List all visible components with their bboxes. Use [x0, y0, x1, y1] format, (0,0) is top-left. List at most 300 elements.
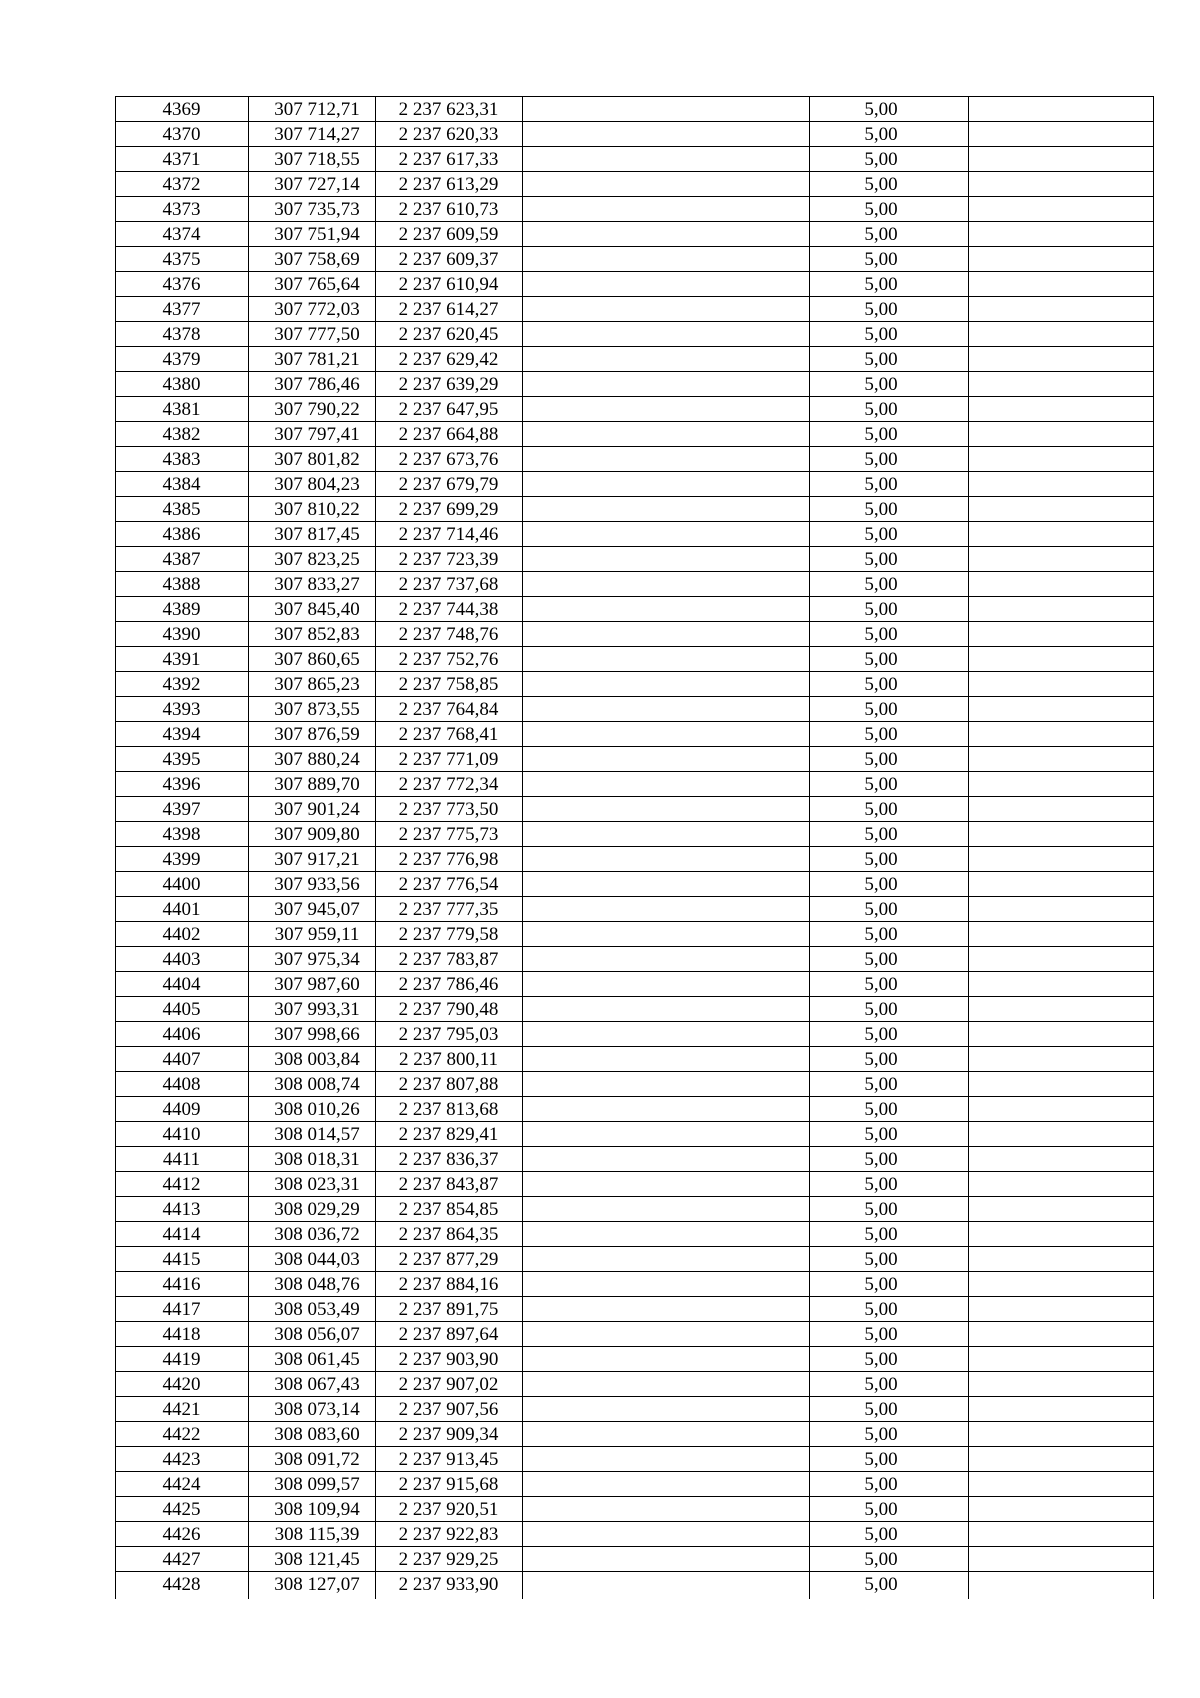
table-row	[116, 172, 1153, 197]
table-row	[116, 722, 1153, 747]
empty-cell	[541, 447, 801, 472]
y-coordinate-cell: 2 237 771,09	[398, 749, 499, 770]
y-coordinate-cell: 2 237 629,42	[398, 349, 499, 370]
x-coordinate-cell: 307 781,21	[274, 349, 360, 370]
empty-cell	[541, 1197, 801, 1222]
value-cell: 5,00	[864, 224, 898, 245]
empty-cell	[541, 472, 801, 497]
x-coordinate-cell: 307 735,73	[274, 199, 360, 220]
x-coordinate-cell: 307 718,55	[274, 149, 360, 170]
empty-cell	[541, 947, 801, 972]
value-cell: 5,00	[864, 1224, 898, 1245]
y-coordinate-cell: 2 237 647,95	[398, 399, 499, 420]
x-coordinate-cell: 308 014,57	[274, 1124, 360, 1145]
table-row	[116, 122, 1153, 147]
empty-cell	[541, 547, 801, 572]
table-row	[116, 1397, 1153, 1422]
value-cell: 5,00	[864, 1249, 898, 1270]
empty-cell	[541, 1247, 801, 1272]
point-number-cell: 4388	[162, 574, 201, 595]
y-coordinate-cell: 2 237 920,51	[398, 1499, 499, 1520]
point-number-cell: 4396	[162, 774, 201, 795]
x-coordinate-cell: 307 917,21	[274, 849, 360, 870]
y-coordinate-cell: 2 237 623,31	[398, 99, 499, 120]
value-cell: 5,00	[864, 1549, 898, 1570]
empty-cell	[971, 1472, 1151, 1497]
empty-cell	[541, 897, 801, 922]
x-coordinate-cell: 307 758,69	[274, 249, 360, 270]
value-cell: 5,00	[864, 1274, 898, 1295]
empty-cell	[971, 172, 1151, 197]
empty-cell	[971, 347, 1151, 372]
empty-cell	[971, 1547, 1151, 1572]
table-row	[116, 1022, 1153, 1047]
empty-cell	[971, 472, 1151, 497]
value-cell: 5,00	[864, 974, 898, 995]
point-number-cell: 4394	[162, 724, 201, 745]
table-row	[116, 347, 1153, 372]
empty-cell	[541, 697, 801, 722]
table-row	[116, 1372, 1153, 1397]
table-row	[116, 1297, 1153, 1322]
table-row	[116, 897, 1153, 922]
empty-cell	[541, 1222, 801, 1247]
empty-cell	[971, 697, 1151, 722]
point-number-cell: 4412	[162, 1174, 201, 1195]
table-row	[116, 797, 1153, 822]
y-coordinate-cell: 2 237 836,37	[398, 1149, 499, 1170]
x-coordinate-cell: 307 901,24	[274, 799, 360, 820]
point-number-cell: 4382	[162, 424, 201, 445]
point-number-cell: 4397	[162, 799, 201, 820]
empty-cell	[971, 422, 1151, 447]
point-number-cell: 4393	[162, 699, 201, 720]
x-coordinate-cell: 307 817,45	[274, 524, 360, 545]
value-cell: 5,00	[864, 424, 898, 445]
point-number-cell: 4395	[162, 749, 201, 770]
value-cell: 5,00	[864, 649, 898, 670]
empty-cell	[971, 1497, 1151, 1522]
y-coordinate-cell: 2 237 915,68	[398, 1474, 499, 1495]
y-coordinate-cell: 2 237 790,48	[398, 999, 499, 1020]
x-coordinate-cell: 307 786,46	[274, 374, 360, 395]
x-coordinate-cell: 307 801,82	[274, 449, 360, 470]
empty-cell	[971, 97, 1151, 122]
y-coordinate-cell: 2 237 773,50	[398, 799, 499, 820]
x-coordinate-cell: 307 945,07	[274, 899, 360, 920]
x-coordinate-cell: 307 873,55	[274, 699, 360, 720]
empty-cell	[971, 1297, 1151, 1322]
x-coordinate-cell: 308 044,03	[274, 1249, 360, 1270]
point-number-cell: 4370	[162, 124, 201, 145]
x-coordinate-cell: 308 008,74	[274, 1074, 360, 1095]
point-number-cell: 4379	[162, 349, 201, 370]
point-number-cell: 4371	[162, 149, 201, 170]
empty-cell	[971, 847, 1151, 872]
empty-cell	[541, 872, 801, 897]
x-coordinate-cell: 307 772,03	[274, 299, 360, 320]
value-cell: 5,00	[864, 1174, 898, 1195]
x-coordinate-cell: 307 823,25	[274, 549, 360, 570]
value-cell: 5,00	[864, 274, 898, 295]
empty-cell	[541, 322, 801, 347]
point-number-cell: 4372	[162, 174, 201, 195]
y-coordinate-cell: 2 237 776,54	[398, 874, 499, 895]
empty-cell	[971, 797, 1151, 822]
point-number-cell: 4419	[162, 1349, 201, 1370]
empty-cell	[971, 1197, 1151, 1222]
table-row	[116, 572, 1153, 597]
empty-cell	[541, 1097, 801, 1122]
point-number-cell: 4369	[162, 99, 201, 120]
empty-cell	[971, 1447, 1151, 1472]
empty-cell	[971, 722, 1151, 747]
x-coordinate-cell: 308 036,72	[274, 1224, 360, 1245]
x-coordinate-cell: 307 777,50	[274, 324, 360, 345]
point-number-cell: 4424	[162, 1474, 201, 1495]
empty-cell	[971, 1122, 1151, 1147]
y-coordinate-cell: 2 237 673,76	[398, 449, 499, 470]
x-coordinate-cell: 307 804,23	[274, 474, 360, 495]
value-cell: 5,00	[864, 899, 898, 920]
point-number-cell: 4402	[162, 924, 201, 945]
y-coordinate-cell: 2 237 758,85	[398, 674, 499, 695]
empty-cell	[971, 397, 1151, 422]
empty-cell	[971, 322, 1151, 347]
point-number-cell: 4418	[162, 1324, 201, 1345]
x-coordinate-cell: 308 099,57	[274, 1474, 360, 1495]
empty-cell	[971, 1572, 1151, 1597]
value-cell: 5,00	[864, 1449, 898, 1470]
value-cell: 5,00	[864, 499, 898, 520]
y-coordinate-cell: 2 237 929,25	[398, 1549, 499, 1570]
empty-cell	[541, 1272, 801, 1297]
empty-cell	[541, 972, 801, 997]
y-coordinate-cell: 2 237 613,29	[398, 174, 499, 195]
value-cell: 5,00	[864, 1424, 898, 1445]
empty-cell	[971, 497, 1151, 522]
empty-cell	[971, 997, 1151, 1022]
x-coordinate-cell: 307 790,22	[274, 399, 360, 420]
empty-cell	[541, 1022, 801, 1047]
y-coordinate-cell: 2 237 779,58	[398, 924, 499, 945]
value-cell: 5,00	[864, 1099, 898, 1120]
empty-cell	[541, 1472, 801, 1497]
empty-cell	[541, 272, 801, 297]
y-coordinate-cell: 2 237 864,35	[398, 1224, 499, 1245]
table-row	[116, 497, 1153, 522]
table-row	[116, 547, 1153, 572]
y-coordinate-cell: 2 237 723,39	[398, 549, 499, 570]
empty-cell	[971, 822, 1151, 847]
x-coordinate-cell: 308 061,45	[274, 1349, 360, 1370]
y-coordinate-cell: 2 237 907,56	[398, 1399, 499, 1420]
point-number-cell: 4386	[162, 524, 201, 545]
y-coordinate-cell: 2 237 907,02	[398, 1374, 499, 1395]
table-row	[116, 422, 1153, 447]
y-coordinate-cell: 2 237 764,84	[398, 699, 499, 720]
table-row	[116, 647, 1153, 672]
empty-cell	[541, 1347, 801, 1372]
empty-cell	[541, 197, 801, 222]
empty-cell	[541, 797, 801, 822]
x-coordinate-cell: 308 010,26	[274, 1099, 360, 1120]
y-coordinate-cell: 2 237 843,87	[398, 1174, 499, 1195]
x-coordinate-cell: 307 852,83	[274, 624, 360, 645]
y-coordinate-cell: 2 237 768,41	[398, 724, 499, 745]
point-number-cell: 4422	[162, 1424, 201, 1445]
point-number-cell: 4391	[162, 649, 201, 670]
point-number-cell: 4390	[162, 624, 201, 645]
table-row	[116, 1547, 1153, 1572]
point-number-cell: 4374	[162, 224, 201, 245]
y-coordinate-cell: 2 237 737,68	[398, 574, 499, 595]
y-coordinate-cell: 2 237 897,64	[398, 1324, 499, 1345]
y-coordinate-cell: 2 237 800,11	[398, 1049, 499, 1070]
empty-cell	[971, 972, 1151, 997]
empty-cell	[541, 597, 801, 622]
empty-cell	[971, 1322, 1151, 1347]
empty-cell	[541, 522, 801, 547]
point-number-cell: 4375	[162, 249, 201, 270]
point-number-cell: 4373	[162, 199, 201, 220]
value-cell: 5,00	[864, 249, 898, 270]
empty-cell	[541, 422, 801, 447]
y-coordinate-cell: 2 237 777,35	[398, 899, 499, 920]
empty-cell	[971, 897, 1151, 922]
table-row	[116, 1572, 1153, 1597]
table-row	[116, 1072, 1153, 1097]
table-row	[116, 1122, 1153, 1147]
value-cell: 5,00	[864, 574, 898, 595]
x-coordinate-cell: 307 987,60	[274, 974, 360, 995]
value-cell: 5,00	[864, 949, 898, 970]
x-coordinate-cell: 308 073,14	[274, 1399, 360, 1420]
value-cell: 5,00	[864, 399, 898, 420]
value-cell: 5,00	[864, 674, 898, 695]
y-coordinate-cell: 2 237 610,94	[398, 274, 499, 295]
x-coordinate-cell: 308 115,39	[274, 1524, 360, 1545]
point-number-cell: 4406	[162, 1024, 201, 1045]
table-row	[116, 1197, 1153, 1222]
x-coordinate-cell: 308 083,60	[274, 1424, 360, 1445]
empty-cell	[541, 847, 801, 872]
x-coordinate-cell: 307 810,22	[274, 499, 360, 520]
empty-cell	[541, 1522, 801, 1547]
y-coordinate-cell: 2 237 639,29	[398, 374, 499, 395]
x-coordinate-cell: 307 833,27	[274, 574, 360, 595]
point-number-cell: 4404	[162, 974, 201, 995]
value-cell: 5,00	[864, 824, 898, 845]
value-cell: 5,00	[864, 549, 898, 570]
value-cell: 5,00	[864, 1524, 898, 1545]
value-cell: 5,00	[864, 599, 898, 620]
table-row	[116, 247, 1153, 272]
y-coordinate-cell: 2 237 909,34	[398, 1424, 499, 1445]
empty-cell	[971, 1072, 1151, 1097]
table-row	[116, 1147, 1153, 1172]
x-coordinate-cell: 307 876,59	[274, 724, 360, 745]
value-cell: 5,00	[864, 1149, 898, 1170]
coordinate-table	[115, 96, 1154, 1599]
empty-cell	[971, 547, 1151, 572]
x-coordinate-cell: 307 865,23	[274, 674, 360, 695]
table-row	[116, 1522, 1153, 1547]
table-row	[116, 1097, 1153, 1122]
point-number-cell: 4378	[162, 324, 201, 345]
point-number-cell: 4403	[162, 949, 201, 970]
y-coordinate-cell: 2 237 752,76	[398, 649, 499, 670]
table-row	[116, 1047, 1153, 1072]
empty-cell	[971, 247, 1151, 272]
value-cell: 5,00	[864, 124, 898, 145]
empty-cell	[971, 272, 1151, 297]
point-number-cell: 4384	[162, 474, 201, 495]
empty-cell	[971, 122, 1151, 147]
point-number-cell: 4399	[162, 849, 201, 870]
empty-cell	[541, 822, 801, 847]
y-coordinate-cell: 2 237 922,83	[398, 1524, 499, 1545]
x-coordinate-cell: 308 056,07	[274, 1324, 360, 1345]
point-number-cell: 4380	[162, 374, 201, 395]
point-number-cell: 4421	[162, 1399, 201, 1420]
point-number-cell: 4408	[162, 1074, 201, 1095]
table-row	[116, 97, 1153, 122]
empty-cell	[541, 97, 801, 122]
empty-cell	[971, 1222, 1151, 1247]
x-coordinate-cell: 308 127,07	[274, 1574, 360, 1595]
table-row	[116, 697, 1153, 722]
empty-cell	[971, 1397, 1151, 1422]
empty-cell	[971, 447, 1151, 472]
value-cell: 5,00	[864, 149, 898, 170]
value-cell: 5,00	[864, 349, 898, 370]
value-cell: 5,00	[864, 1374, 898, 1395]
table-row	[116, 397, 1153, 422]
point-number-cell: 4426	[162, 1524, 201, 1545]
empty-cell	[541, 372, 801, 397]
empty-cell	[541, 1547, 801, 1572]
value-cell: 5,00	[864, 874, 898, 895]
point-number-cell: 4398	[162, 824, 201, 845]
table-row	[116, 772, 1153, 797]
table-row	[116, 1247, 1153, 1272]
point-number-cell: 4387	[162, 549, 201, 570]
y-coordinate-cell: 2 237 699,29	[398, 499, 499, 520]
table-row	[116, 222, 1153, 247]
empty-cell	[971, 597, 1151, 622]
empty-cell	[971, 1047, 1151, 1072]
point-number-cell: 4416	[162, 1274, 201, 1295]
empty-cell	[971, 1247, 1151, 1272]
empty-cell	[971, 747, 1151, 772]
table-row	[116, 372, 1153, 397]
value-cell: 5,00	[864, 324, 898, 345]
empty-cell	[541, 1047, 801, 1072]
y-coordinate-cell: 2 237 714,46	[398, 524, 499, 545]
x-coordinate-cell: 307 933,56	[274, 874, 360, 895]
x-coordinate-cell: 307 765,64	[274, 274, 360, 295]
y-coordinate-cell: 2 237 775,73	[398, 824, 499, 845]
y-coordinate-cell: 2 237 795,03	[398, 1024, 499, 1045]
empty-cell	[971, 647, 1151, 672]
y-coordinate-cell: 2 237 807,88	[398, 1074, 499, 1095]
value-cell: 5,00	[864, 749, 898, 770]
empty-cell	[971, 147, 1151, 172]
table-row	[116, 847, 1153, 872]
empty-cell	[541, 647, 801, 672]
table-row	[116, 522, 1153, 547]
empty-cell	[971, 522, 1151, 547]
table-row	[116, 1272, 1153, 1297]
value-cell: 5,00	[864, 999, 898, 1020]
point-number-cell: 4413	[162, 1199, 201, 1220]
empty-cell	[541, 622, 801, 647]
x-coordinate-cell: 307 975,34	[274, 949, 360, 970]
table-row	[116, 972, 1153, 997]
point-number-cell: 4385	[162, 499, 201, 520]
y-coordinate-cell: 2 237 783,87	[398, 949, 499, 970]
y-coordinate-cell: 2 237 877,29	[398, 1249, 499, 1270]
x-coordinate-cell: 307 909,80	[274, 824, 360, 845]
empty-cell	[541, 1147, 801, 1172]
point-number-cell: 4401	[162, 899, 201, 920]
value-cell: 5,00	[864, 849, 898, 870]
value-cell: 5,00	[864, 1299, 898, 1320]
y-coordinate-cell: 2 237 891,75	[398, 1299, 499, 1320]
empty-cell	[541, 122, 801, 147]
y-coordinate-cell: 2 237 614,27	[398, 299, 499, 320]
table-row	[116, 197, 1153, 222]
x-coordinate-cell: 308 029,29	[274, 1199, 360, 1220]
empty-cell	[541, 1422, 801, 1447]
empty-cell	[541, 722, 801, 747]
empty-cell	[971, 1347, 1151, 1372]
point-number-cell: 4376	[162, 274, 201, 295]
table-row	[116, 1172, 1153, 1197]
value-cell: 5,00	[864, 724, 898, 745]
x-coordinate-cell: 308 053,49	[274, 1299, 360, 1320]
x-coordinate-cell: 308 003,84	[274, 1049, 360, 1070]
y-coordinate-cell: 2 237 884,16	[398, 1274, 499, 1295]
empty-cell	[971, 222, 1151, 247]
value-cell: 5,00	[864, 1074, 898, 1095]
empty-cell	[971, 1272, 1151, 1297]
point-number-cell: 4427	[162, 1549, 201, 1570]
empty-cell	[541, 572, 801, 597]
x-coordinate-cell: 308 048,76	[274, 1274, 360, 1295]
point-number-cell: 4407	[162, 1049, 201, 1070]
table-row	[116, 322, 1153, 347]
table-row	[116, 297, 1153, 322]
y-coordinate-cell: 2 237 620,45	[398, 324, 499, 345]
value-cell: 5,00	[864, 624, 898, 645]
table-row	[116, 597, 1153, 622]
value-cell: 5,00	[864, 374, 898, 395]
empty-cell	[971, 1097, 1151, 1122]
x-coordinate-cell: 307 889,70	[274, 774, 360, 795]
point-number-cell: 4389	[162, 599, 201, 620]
x-coordinate-cell: 307 797,41	[274, 424, 360, 445]
value-cell: 5,00	[864, 474, 898, 495]
y-coordinate-cell: 2 237 617,33	[398, 149, 499, 170]
table-row	[116, 1447, 1153, 1472]
empty-cell	[541, 1572, 801, 1597]
point-number-cell: 4414	[162, 1224, 201, 1245]
value-cell: 5,00	[864, 1499, 898, 1520]
empty-cell	[541, 397, 801, 422]
empty-cell	[541, 1447, 801, 1472]
